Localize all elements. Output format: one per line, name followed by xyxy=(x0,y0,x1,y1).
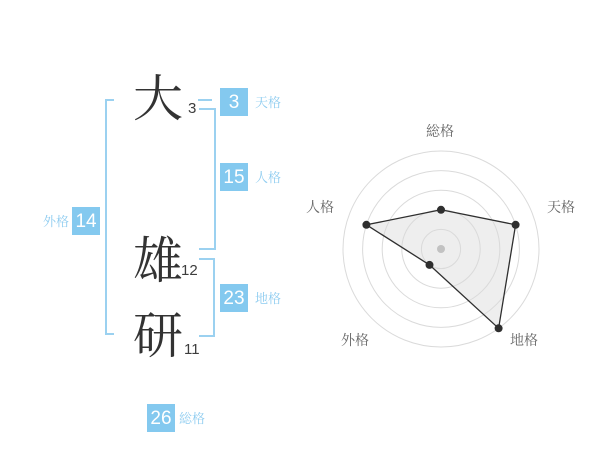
jinkaku-value: 15 xyxy=(220,163,248,191)
kanji-character-2: 雄 xyxy=(133,233,183,289)
radar-polygon xyxy=(366,210,515,328)
kanji-character-1: 大 xyxy=(133,71,183,127)
stroke-count-1: 3 xyxy=(188,100,197,117)
radar-axis-label-jinkaku: 人格 xyxy=(306,199,334,215)
jinkaku-score xyxy=(220,163,281,191)
tenkaku-label: 天格 xyxy=(255,94,282,110)
kanji-character-3: 研 xyxy=(133,308,183,364)
radar-axis-label-soukaku: 総格 xyxy=(426,123,454,139)
chikaku-value: 23 xyxy=(220,284,248,312)
jinkaku-bracket xyxy=(199,108,216,250)
soukaku-value: 26 xyxy=(147,404,175,432)
radar-axis-label-chikaku: 地格 xyxy=(510,332,538,348)
chikaku-label: 地格 xyxy=(255,290,282,306)
gaikaku-bracket xyxy=(105,99,114,335)
tenkaku-tick xyxy=(198,99,212,101)
radar-chart xyxy=(295,115,590,360)
radar-center-dot xyxy=(437,245,445,253)
stroke-count-3: 11 xyxy=(184,341,200,358)
gaikaku-value: 14 xyxy=(72,207,100,235)
tenkaku-value: 3 xyxy=(220,88,248,116)
radar-axis-label-tenkaku: 天格 xyxy=(547,199,575,215)
chikaku-bracket xyxy=(199,258,215,337)
stroke-count-2: 12 xyxy=(181,262,198,279)
chikaku-score xyxy=(220,284,281,312)
jinkaku-label: 人格 xyxy=(255,169,282,185)
gaikaku-score xyxy=(43,207,100,235)
gaikaku-label: 外格 xyxy=(43,213,70,229)
soukaku-label: 総格 xyxy=(179,410,206,426)
soukaku-score xyxy=(147,404,205,432)
tenkaku-score xyxy=(220,88,281,116)
radar-axis-label-gaikaku: 外格 xyxy=(341,332,369,348)
